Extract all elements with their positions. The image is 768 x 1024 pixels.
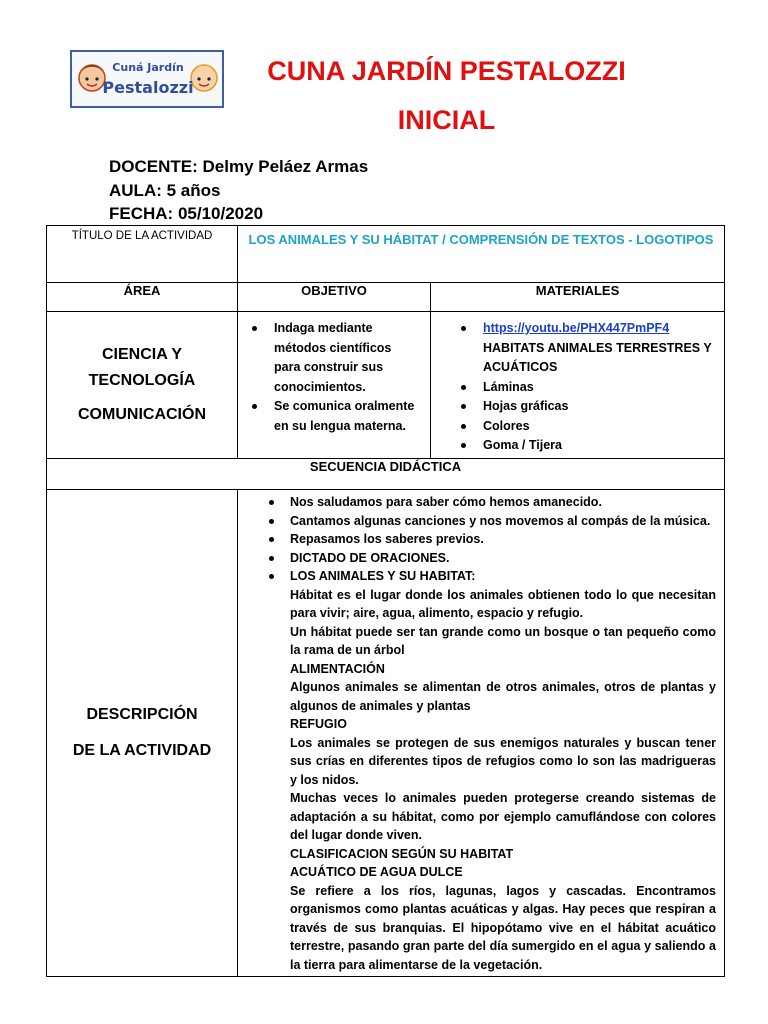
teacher-line: DOCENTE: Delmy Peláez Armas (109, 157, 369, 176)
subheading: ALIMENTACIÓN (290, 661, 385, 676)
level-title: INICIAL (397, 105, 496, 135)
school-title: CUNA JARDÍN PESTALOZZI (267, 56, 626, 86)
activity-table (46, 225, 725, 977)
step-item: Nos saludamos para saber cómo hemos amanecido. (238, 493, 716, 512)
sequence-row (47, 459, 725, 490)
objective-cell (238, 312, 431, 459)
activity-title-cell (238, 226, 725, 283)
paragraph: Algunos animales se alimentan de otros animales, otros de plantas y algunos de animales y plantas (290, 680, 717, 713)
paragraph: Hábitat es el lugar donde los animales obtienen todo lo que necesitan para vivir; aire, agua, alimento, espacio y refugio. (290, 587, 717, 620)
area-3: COMUNICACIÓN (78, 406, 206, 423)
materials-cell (431, 312, 725, 459)
activity-title: LOS ANIMALES Y SU HÁBITAT / COMPRENSIÓN DE TEXTOS - LOGOTIPOS (248, 232, 714, 247)
classroom-line: AULA: 5 años (109, 181, 221, 200)
title-row (47, 226, 725, 283)
objective-item: Indaga mediante métodos científicos para construir sus conocimientos. (238, 319, 418, 397)
col-objective: OBJETIVO (238, 283, 431, 312)
description-body-cell (238, 490, 725, 977)
content-row (47, 312, 725, 459)
title-label-cell (47, 226, 238, 283)
materials-link-item (431, 319, 718, 378)
subheading: REFUGIO (290, 717, 347, 731)
subheading: CLASIFICACION SEGÚN SU HABITAT (290, 846, 514, 861)
desc-label-1: DESCRIPCIÓN (86, 706, 198, 723)
paragraph: Se refiere a los ríos, lagunas, lagos y cascadas. Encontramos organismos como plantas acuáticas y algas. Hay peces que respiran a través de sus branquias. El hipopótamo vive en el hábitat acuático terrestre, pasando gran parte del día sumergido en el agua y saliendo a la tierra para alimentarse de la vegetación. (290, 883, 717, 972)
paragraph: Un hábitat puede ser tan grande como un bosque o tan pequeño como la rama de un árbol (290, 624, 717, 657)
area-cell (47, 312, 238, 459)
video-link-description: HABITATS ANIMALES TERRESTRES Y ACUÁTICOS (483, 340, 712, 374)
material-item: Láminas (431, 378, 718, 398)
video-link[interactable]: https://youtu.be/PHX447PmPF4 (483, 321, 670, 335)
date-line: FECHA: 05/10/2020 (109, 204, 264, 223)
column-header-row (47, 283, 725, 312)
sequence-header: SECUENCIA DIDÁCTICA (47, 459, 725, 490)
title-label: TÍTULO DE LA ACTIVIDAD (71, 230, 213, 242)
school-logo (70, 50, 224, 108)
objective-item: Se comunica oralmente en su lengua materna. (238, 397, 418, 436)
step-item: LOS ANIMALES Y SU HABITAT: (238, 567, 716, 586)
area-2: TECNOLOGÍA (88, 372, 196, 389)
col-area: ÁREA (47, 283, 238, 312)
step-item: Cantamos algunas canciones y nos movemos al compás de la música. (238, 512, 716, 531)
col-materials: MATERIALES (431, 283, 725, 312)
description-label-cell (47, 490, 238, 977)
logo-line2: Pestalozzi (102, 78, 194, 97)
subheading: ACUÁTICO DE AGUA DULCE (290, 865, 463, 879)
logo-line1: Cuná Jardín (112, 61, 184, 74)
desc-label-2: DE LA ACTIVIDAD (72, 742, 212, 759)
step-item: Repasamos los saberes previos. (238, 530, 716, 549)
material-item: Colores (431, 417, 718, 437)
paragraph: Muchas veces lo animales pueden protegerse creando sistemas de adaptación a su hábitat, como por ejemplo camuflándose con colores del lugar donde viven. (290, 791, 717, 842)
area-1: CIENCIA Y (101, 346, 182, 363)
material-item: Hojas gráficas (431, 397, 718, 417)
material-item: Goma / Tijera (431, 436, 718, 456)
paragraph: Los animales se protegen de sus enemigos naturales y buscan tener sus crías en diferentes tipos de refugios como lo son las madrigueras y los nidos. (290, 735, 717, 787)
step-item: DICTADO DE ORACIONES. (238, 549, 716, 568)
description-row (47, 490, 725, 977)
